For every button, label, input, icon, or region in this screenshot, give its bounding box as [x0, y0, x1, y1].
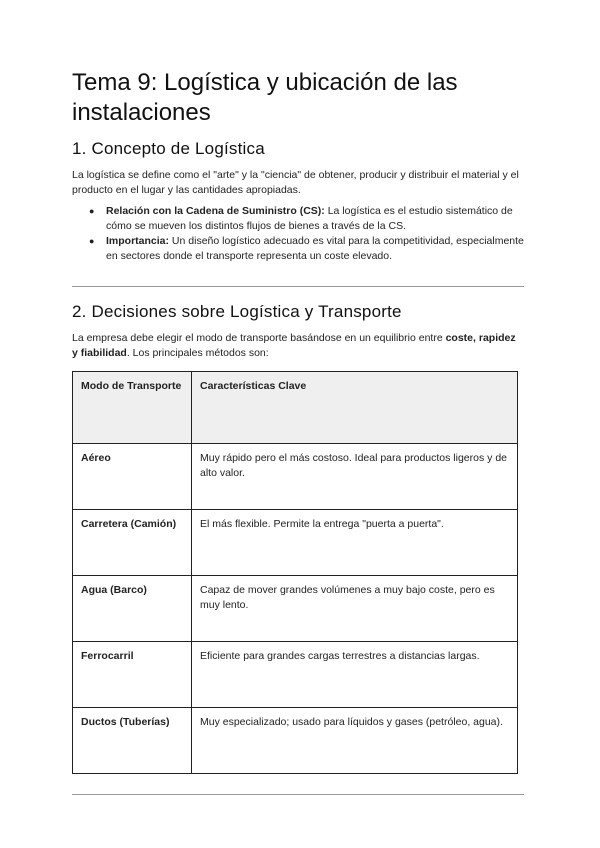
mode-cell: Ferrocarril [73, 642, 192, 708]
transport-table [72, 371, 518, 774]
bullet-icon: ● [89, 236, 95, 246]
description-cell: El más flexible. Permite la entrega "puerta a puerta". [192, 510, 518, 576]
section-1-intro: La logística se define como el "arte" y la "ciencia" de obtener, producir y distribuir el material y el producto en el lugar y las cantidades apropiadas. [72, 169, 519, 196]
intro-text-end: . Los principales métodos son: [126, 347, 269, 359]
table-row [73, 576, 518, 642]
table-header-row [73, 372, 518, 444]
description-cell: Muy especializado; usado para líquidos y gases (petróleo, agua). [192, 708, 518, 774]
mode-cell: Aéreo [73, 444, 192, 510]
table-row [73, 444, 518, 510]
column-header-mode: Modo de Transporte [73, 372, 192, 444]
description-cell: Capaz de mover grandes volúmenes a muy bajo coste, pero es muy lento. [192, 576, 518, 642]
bullet-term: Relación con la Cadena de Suministro (CS): [106, 205, 325, 217]
bullet-icon: ● [89, 206, 95, 216]
table-row [73, 708, 518, 774]
page-title: Tema 9: Logística y ubicación de las instalaciones [72, 69, 458, 126]
section-1-bullet-list [72, 204, 524, 264]
intro-bold-text: coste, rapidez y fiabilidad [72, 332, 516, 359]
bullet-text: La logística es el estudio sistemático de cómo se mueven los distintos flujos de bienes a través de la CS. [106, 205, 513, 232]
list-item [89, 234, 524, 264]
section-2-heading: 2. Decisiones sobre Logística y Transporte [72, 302, 402, 321]
mode-cell: Agua (Barco) [73, 576, 192, 642]
bullet-term: Importancia: [106, 235, 170, 247]
mode-cell: Ductos (Tuberías) [73, 708, 192, 774]
mode-cell: Carretera (Camión) [73, 510, 192, 576]
intro-text: La empresa debe elegir el modo de transporte basándose en un equilibrio entre [72, 332, 446, 344]
section-divider [72, 286, 524, 287]
list-item [89, 204, 524, 234]
column-header-characteristics: Características Clave [192, 372, 518, 444]
bullet-text: Un diseño logístico adecuado es vital para la competitividad, especialmente en sectores donde el transporte representa un coste elevado. [106, 235, 524, 262]
section-1-heading: 1. Concepto de Logística [72, 139, 265, 158]
section-divider [72, 794, 524, 795]
description-cell: Muy rápido pero el más costoso. Ideal para productos ligeros y de alto valor. [192, 444, 518, 510]
document-page [72, 68, 524, 795]
table-row [73, 510, 518, 576]
description-cell: Eficiente para grandes cargas terrestres a distancias largas. [192, 642, 518, 708]
section-2-intro [72, 331, 524, 361]
table-row [73, 642, 518, 708]
